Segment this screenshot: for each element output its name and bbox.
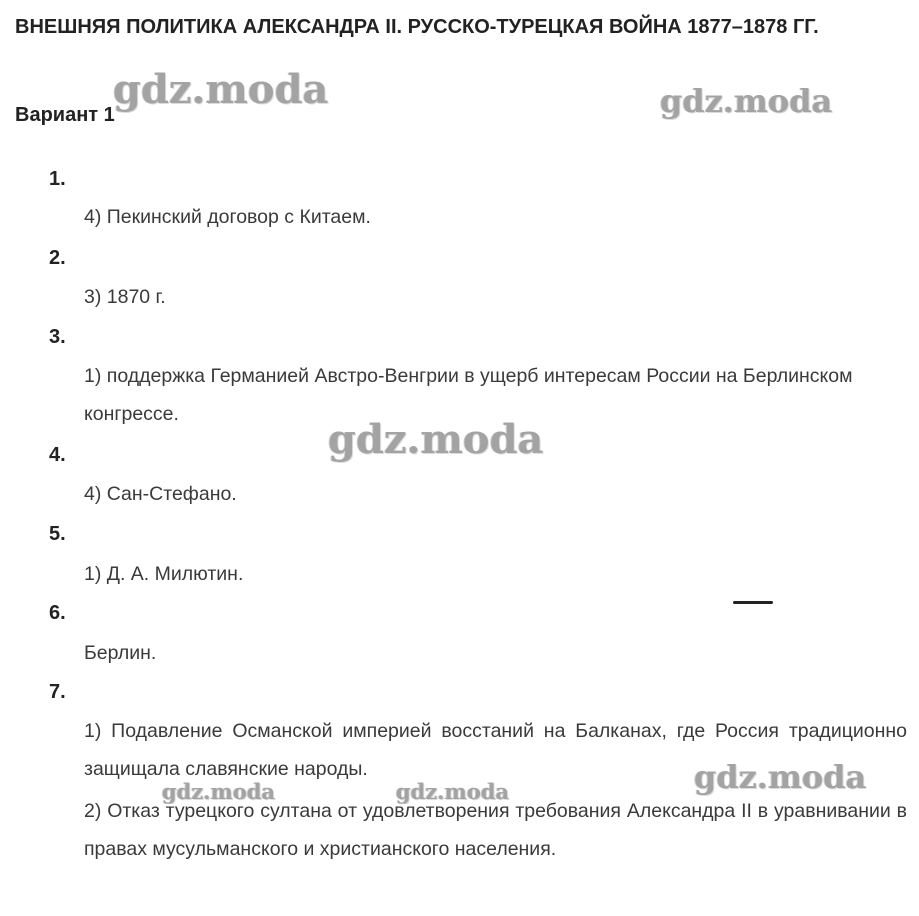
question-5-number: 5. <box>49 523 66 545</box>
ink-mark <box>733 601 773 604</box>
question-4-answer: 4) Сан-Стефано. <box>84 483 237 505</box>
variant-heading: Вариант 1 <box>15 104 115 126</box>
question-7-answer-1: 1) Подавление Османской империей восстаний на Балканах, где Россия традиционно защищала славянские народы. <box>84 720 907 780</box>
watermark-logo: gdz.moda <box>660 82 833 120</box>
question-2-number: 2. <box>49 247 66 269</box>
question-1-number: 1. <box>49 168 66 190</box>
watermark-logo: gdz.moda <box>396 779 510 804</box>
question-3-answer: 1) поддержка Германией Австро-Венгрии в ущерб интересам России на Берлинском конгрессе. <box>84 365 853 425</box>
question-6-answer: Берлин. <box>84 642 157 664</box>
watermark-logo: gdz.moda <box>328 416 544 463</box>
question-3-number: 3. <box>49 326 66 348</box>
question-5-answer: 1) Д. А. Милютин. <box>84 563 244 585</box>
watermark-logo: gdz.moda <box>694 758 867 796</box>
question-2-answer: 3) 1870 г. <box>84 286 166 308</box>
question-6-number: 6. <box>49 602 66 624</box>
question-7-answer-2: 2) Отказ турецкого султана от удовлетворения требования Александра II в уравнивании в правах мусульманского и христианского населения. <box>84 800 907 860</box>
question-4-number: 4. <box>49 444 66 466</box>
question-1-answer: 4) Пекинский договор с Китаем. <box>84 206 371 228</box>
watermark-logo: gdz.moda <box>162 779 276 804</box>
question-7-number: 7. <box>49 681 66 703</box>
watermark-logo: gdz.moda <box>113 66 329 113</box>
page-title: ВНЕШНЯЯ ПОЛИТИКА АЛЕКСАНДРА II. РУССКО-ТУРЕЦКАЯ ВОЙНА 1877–1878 ГГ. <box>15 16 819 38</box>
